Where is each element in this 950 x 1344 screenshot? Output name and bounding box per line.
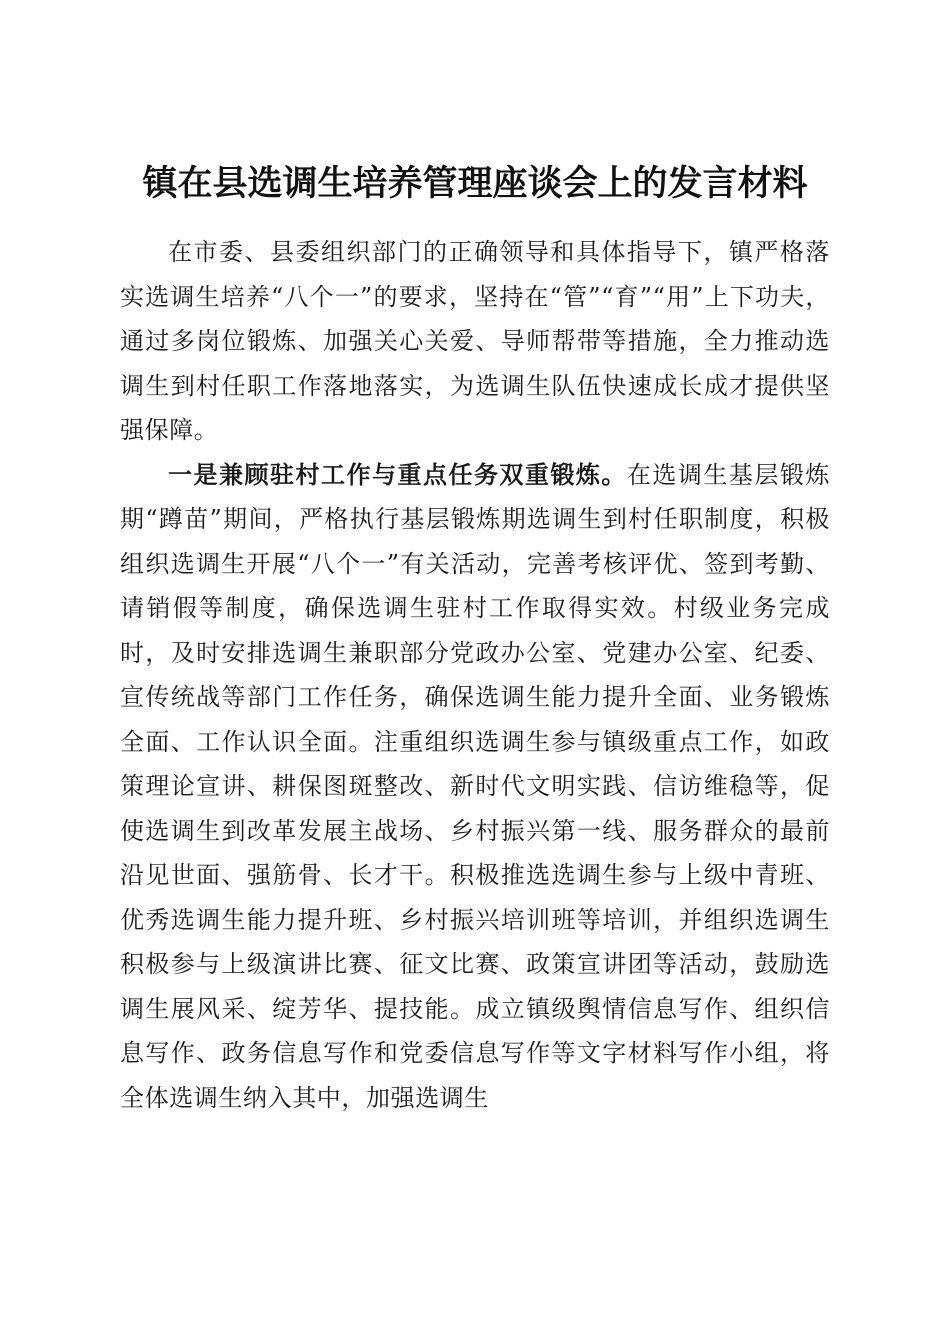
paragraph-text: 在市委、县委组织部门的正确领导和具体指导下，镇严格落实选调生培养“八个一”的要求，坚持在“管”“育”“用”上下功夫，通过多岗位锻炼、加强关心关爱、导师帮带等措施，全力推动选调生到村任职工作落地落实，为选调生队伍快速成长成才提供坚强保障。 xyxy=(120,238,830,444)
paragraph-point-one xyxy=(120,453,830,1121)
document-body xyxy=(120,230,830,1120)
paragraph-lead: 一是兼顾驻村工作与重点任务双重锻炼。 xyxy=(168,459,627,489)
paragraph-intro xyxy=(120,230,830,453)
paragraph-text: 在选调生基层锻炼期“蹲苗”期间，严格执行基层锻炼期选调生到村任职制度，积极组织选调生开展“八个一”有关活动，完善考核评优、签到考勤、请销假等制度，确保选调生驻村工作取得实效。村级业务完成时，及时安排选调生兼职部分党政办公室、党建办公室、纪委、宣传统战等部门工作任务，确保选调生能力提升全面、业务锻炼全面、工作认识全面。注重组织选调生参与镇级重点工作，如政策理论宣讲、耕保图斑整改、新时代文明实践、信访维稳等，促使选调生到改革发展主战场、乡村振兴第一线、服务群众的最前沿见世面、强筋骨、长才干。积极推选选调生参与上级中青班、优秀选调生能力提升班、乡村振兴培训班等培训，并组织选调生积极参与上级演讲比赛、征文比赛、政策宣讲团等活动，鼓励选调生展风采、绽芳华、提技能。成立镇级舆情信息写作、组织信息写作、政务信息写作和党委信息写作等文字材料写作小组，将全体选调生纳入其中，加强选调生 xyxy=(120,460,830,1112)
document-title: 镇在县选调生培养管理座谈会上的发言材料 xyxy=(142,163,808,205)
